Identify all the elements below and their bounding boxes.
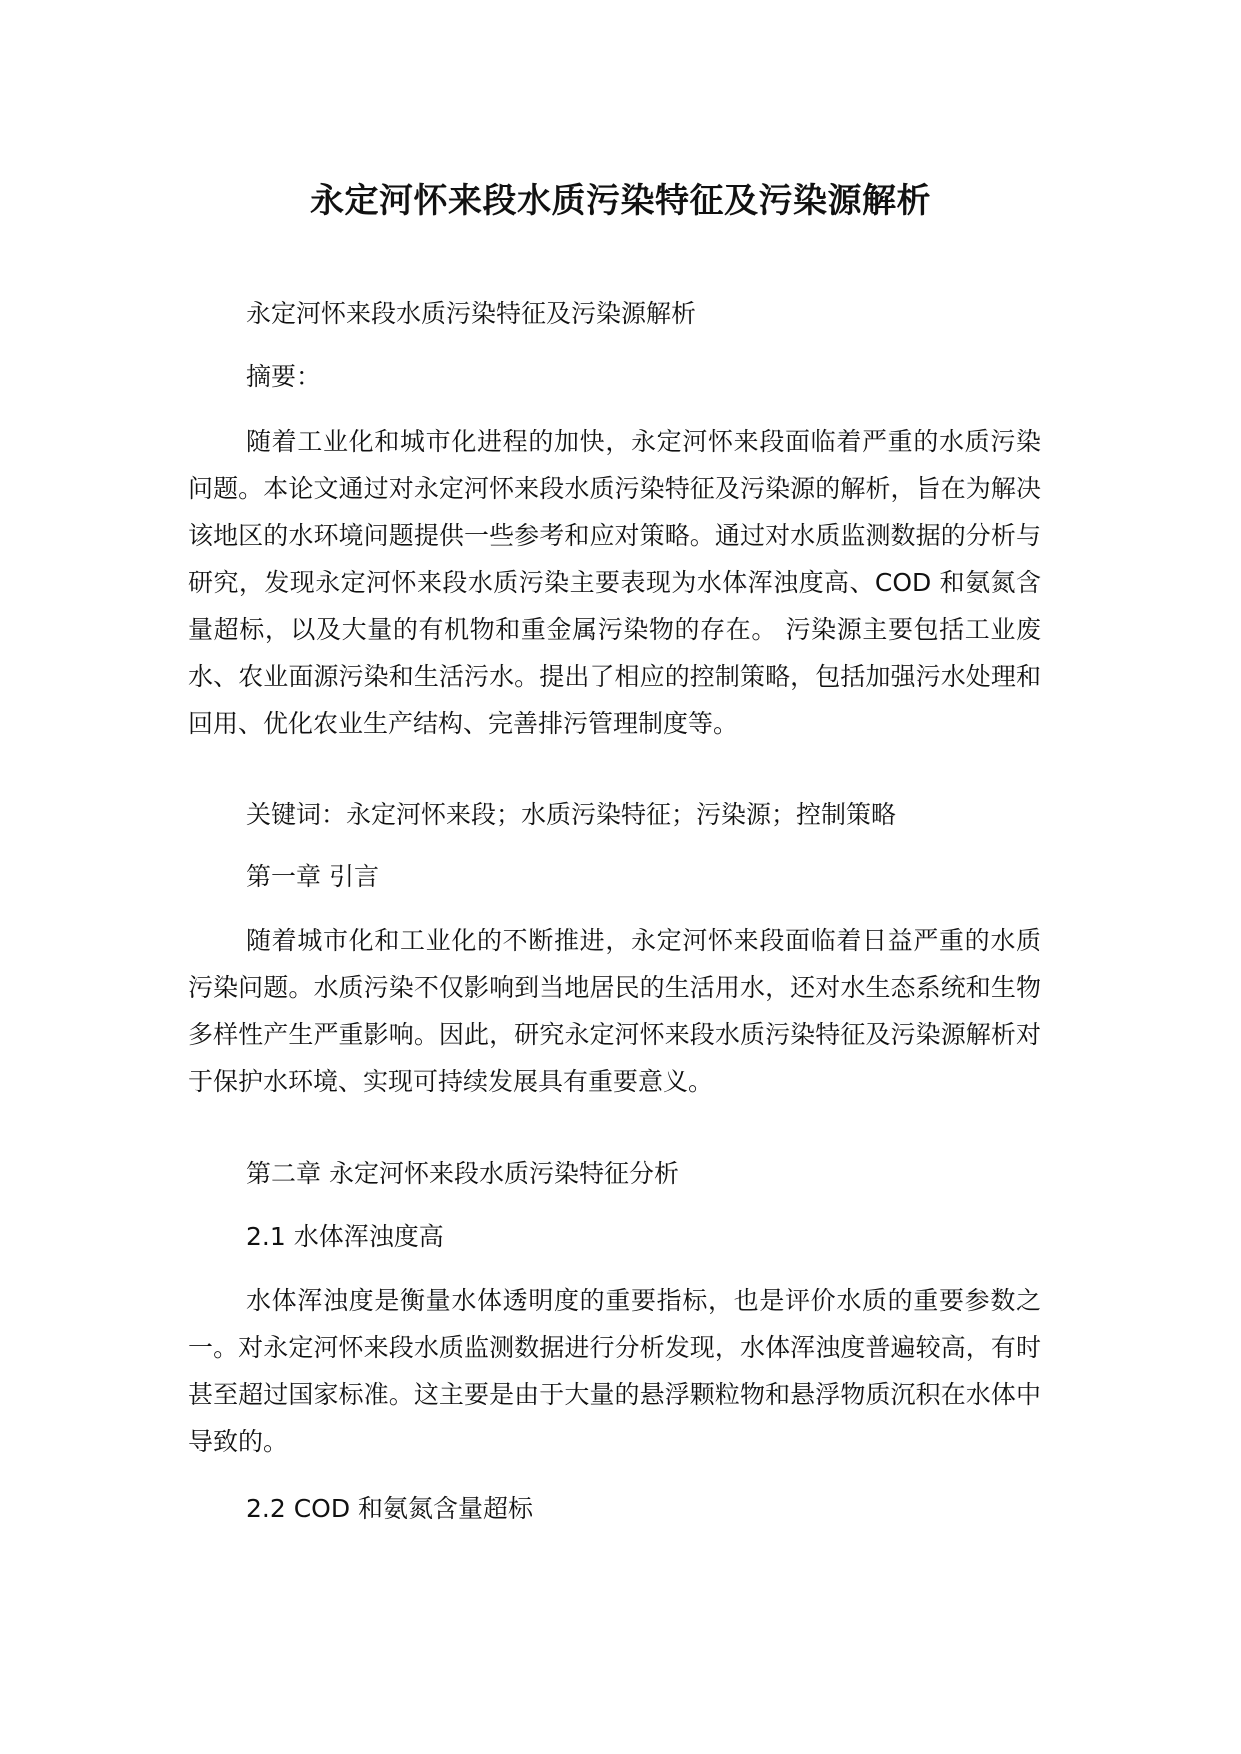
section-2-1-section [188,1277,1041,1465]
abstract-paragraph: 随着工业化和城市化进程的加快，永定河怀来段面临着严重的水质污染问题。本论文通过对永定河怀来段水质污染特征及污染源的解析，旨在为解决该地区的水环境问题提供一些参考和应对策略。通过对水质监测数据的分析与研究，发现永定河怀来段水质污染主要表现为水体浑浊度高、COD 和氨氮含量超标，以及大量的有机物和重金属污染物的存在。 污染源主要包括工业废水、农业面源污染和生活污水。提出了相应的控制策略，包括加强污水处理和回用、优化农业生产结构、完善排污管理制度等。 [188,427,1041,738]
document-title: 永定河怀来段水质污染特征及污染源解析 [310,181,931,221]
chapter-1-heading: 第一章 引言 [246,862,379,891]
section-2-1-paragraph: 水体浑浊度是衡量水体透明度的重要指标，也是评价水质的重要参数之一。对永定河怀来段水质监测数据进行分析发现，水体浑浊度普遍较高，有时甚至超过国家标准。这主要是由于大量的悬浮颗粒物和悬浮物质沉积在水体中导致的。 [188,1286,1041,1456]
chapter-2-heading: 第二章 永定河怀来段水质污染特征分析 [246,1159,679,1188]
keywords-line: 关键词：永定河怀来段；水质污染特征；污染源；控制策略 [246,800,897,829]
abstract-heading: 摘要： [246,362,322,391]
section-2-2-heading: 2.2 COD 和氨氮含量超标 [246,1494,534,1523]
chapter-1-paragraph: 随着城市化和工业化的不断推进，永定河怀来段面临着日益严重的水质污染问题。水质污染不仅影响到当地居民的生活用水，还对水生态系统和生物多样性产生严重影响。因此，研究永定河怀来段水质污染特征及污染源解析对于保护水环境、实现可持续发展具有重要意义。 [188,926,1041,1096]
abstract-section [188,418,1041,747]
paper-title-line: 永定河怀来段水质污染特征及污染源解析 [246,299,697,328]
section-2-1-heading: 2.1 水体浑浊度高 [246,1222,444,1251]
chapter-1-section [188,917,1041,1105]
